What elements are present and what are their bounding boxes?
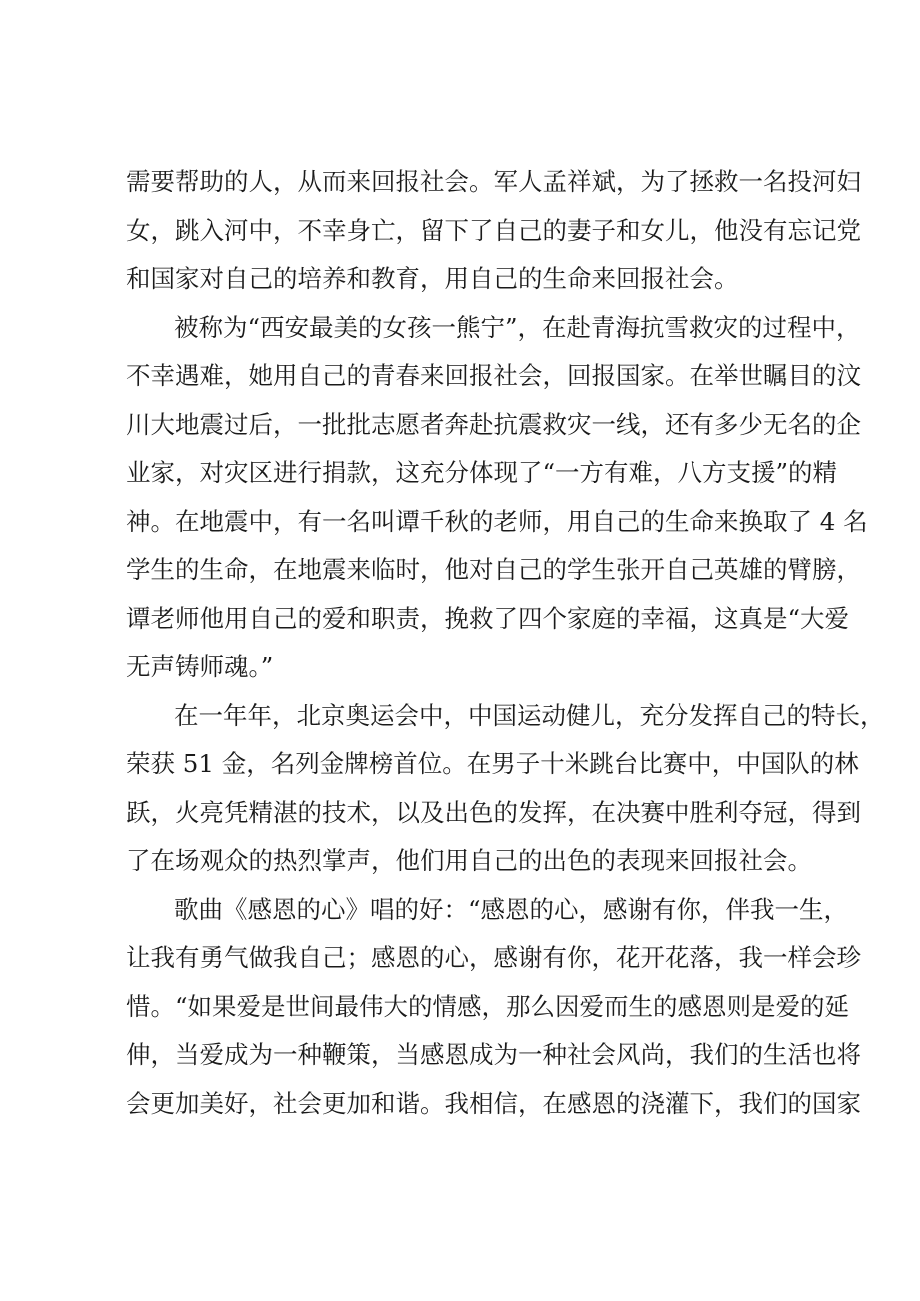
text-line: 了在场观众的热烈掌声，他们用自己的出色的表现来回报社会。	[126, 846, 812, 875]
text-line: 被称为“西安最美的女孩一熊宁”，在赴青海抗雪救灾的过程中，	[174, 313, 861, 342]
text-line: 川大地震过后，一批批志愿者奔赴抗震救灾一线，还有多少无名的企	[126, 410, 861, 439]
text-line: 需要帮助的人，从而来回报社会。军人孟祥斌，为了拯救一名投河妇	[126, 167, 861, 196]
text-line: 歌曲《感恩的心》唱的好：“感恩的心，感谢有你，伴我一生，	[174, 895, 849, 924]
text-line: 荣获 51 金，名列金牌榜首位。在男子十米跳台比赛中，中国队的林	[126, 749, 859, 778]
text-line: 业家，对灾区进行捐款，这充分体现了“一方有难，八方支援”的精	[126, 458, 838, 487]
text-line: 会更加美好，社会更加和谐。我相信，在感恩的浇灌下，我们的国家	[126, 1089, 861, 1118]
text-line: 学生的生命，在地震来临时，他对自己的学生张开自己英雄的臂膀，	[126, 555, 861, 584]
text-line: 跃，火亮凭精湛的技术，以及出色的发挥，在决赛中胜利夺冠，得到	[126, 798, 861, 827]
text-line: 谭老师他用自己的爱和职责，挽救了四个家庭的幸福，这真是“大爱	[126, 604, 850, 633]
text-line: 伸，当爱成为一种鞭策，当感恩成为一种社会风尚，我们的生活也将	[126, 1040, 861, 1069]
text-line: 不幸遇难，她用自己的青春来回报社会，回报国家。在举世瞩目的汶	[126, 361, 861, 390]
text-line: 神。在地震中，有一名叫谭千秋的老师，用自己的生命来换取了 4 名	[126, 507, 868, 536]
text-line: 和国家对自己的培养和教育，用自己的生命来回报社会。	[126, 264, 739, 293]
text-line: 惜。“如果爱是世间最伟大的情感，那么因爱而生的感恩则是爱的延	[126, 992, 850, 1021]
text-line: 女，跳入河中，不幸身亡，留下了自己的妻子和女儿，他没有忘记党	[126, 216, 861, 245]
text-line: 无声铸师魂。”	[126, 652, 274, 681]
text-line: 在一年年，北京奥运会中，中国运动健儿，充分发挥自己的特长，	[174, 701, 885, 730]
text-line: 让我有勇气做我自己；感恩的心，感谢有你，花开花落，我一样会珍	[126, 943, 861, 972]
